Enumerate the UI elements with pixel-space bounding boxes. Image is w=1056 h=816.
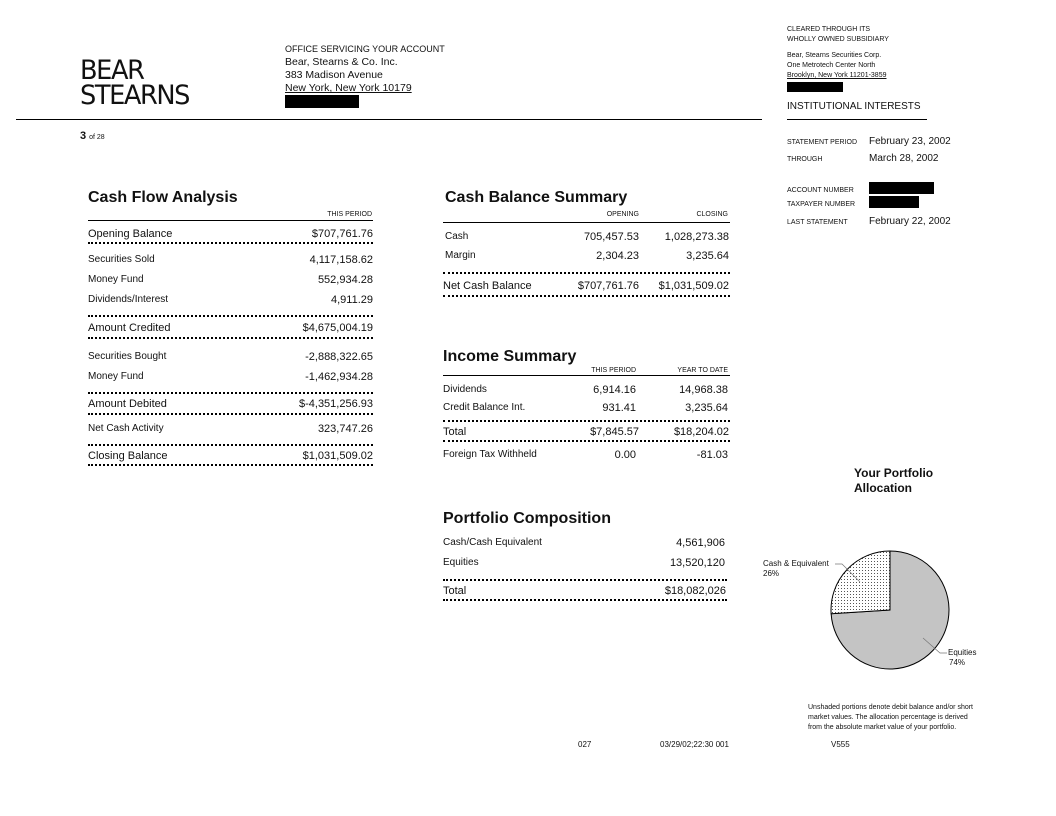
office-line-2: 383 Madison Avenue: [285, 69, 383, 81]
cash-flow-col-header: THIS PERIOD: [327, 211, 372, 218]
footer-code-3: V555: [831, 740, 850, 749]
amount-debited-label: Amount Debited: [88, 398, 167, 410]
dotted-rule: [443, 420, 730, 422]
amount-credited-value: $4,675,004.19: [302, 322, 373, 334]
page-number: [80, 130, 105, 142]
dotted-rule: [88, 464, 373, 466]
cash-equivalent-value: 4,561,906: [676, 537, 725, 549]
dotted-rule: [88, 242, 373, 244]
cash-flow-rule: [88, 220, 373, 221]
amount-debited-value: $-4,351,256.93: [298, 398, 373, 410]
allocation-title-line-1: Your Portfolio: [854, 466, 934, 480]
foreign-tax-period: 0.00: [614, 449, 636, 461]
cash-balance-title: Cash Balance Summary: [445, 189, 628, 206]
allocation-note: [808, 703, 985, 733]
account-number-redacted: [869, 182, 934, 194]
cash-legend-pct: 26%: [763, 569, 780, 578]
office-line-3: New York, New York 10179: [285, 82, 412, 94]
cash-equivalent-slice: [831, 551, 890, 614]
securities-bought-value: -2,888,322.65: [305, 351, 373, 363]
dotted-rule: [443, 272, 730, 274]
page-total: of 28: [89, 134, 105, 141]
income-col-period: THIS PERIOD: [591, 367, 636, 374]
dotted-rule: [88, 337, 373, 339]
allocation-title-line-2: Allocation: [854, 481, 913, 495]
foreign-tax-ytd: -81.03: [696, 449, 728, 461]
income-total-period: $7,845.57: [590, 426, 639, 438]
dividends-interest-label: Dividends/Interest: [88, 294, 169, 305]
dotted-rule: [443, 579, 727, 581]
through-label: THROUGH: [787, 156, 823, 163]
redacted-box: [285, 95, 359, 108]
net-cash-activity-label: Net Cash Activity: [88, 423, 164, 434]
logo-line-2: STEARNS: [80, 80, 190, 111]
credit-balance-int-ytd: 3,235.64: [685, 402, 728, 414]
equities-label: Equities: [443, 557, 479, 568]
dotted-rule: [88, 444, 373, 446]
opening-balance-label: Opening Balance: [88, 228, 173, 240]
statement-period-label: STATEMENT PERIOD: [787, 139, 858, 146]
net-cash-balance-label: Net Cash Balance: [443, 280, 532, 292]
income-col-ytd: YEAR TO DATE: [677, 367, 728, 374]
money-fund-in-value: 552,934.28: [317, 274, 373, 286]
office-line-1: Bear, Stearns & Co. Inc.: [285, 56, 398, 68]
account-number-label: ACCOUNT NUMBER: [787, 187, 854, 194]
dotted-rule: [443, 599, 727, 601]
margin-closing-value: 3,235.64: [686, 250, 729, 262]
last-statement-label: LAST STATEMENT: [787, 219, 848, 226]
margin-opening-value: 2,304.23: [596, 250, 639, 262]
cash-balance-rule: [443, 222, 730, 223]
cash-flow-title: Cash Flow Analysis: [88, 189, 238, 206]
cash-closing-value: 1,028,273.38: [664, 231, 729, 243]
closing-balance-value: $1,031,509.02: [302, 450, 373, 462]
dividends-period-value: 6,914.16: [593, 384, 636, 396]
net-cash-activity-value: 323,747.26: [317, 423, 373, 435]
cash-opening-value: 705,457.53: [583, 231, 639, 243]
cash-balance-col-closing: CLOSING: [696, 211, 728, 218]
header-rule: [16, 119, 762, 120]
foreign-tax-label: Foreign Tax Withheld: [443, 449, 537, 460]
income-summary-title: Income Summary: [443, 348, 577, 365]
credit-balance-int-label: Credit Balance Int.: [443, 402, 526, 413]
opening-balance-value: $707,761.76: [311, 228, 373, 240]
portfolio-total-label: Total: [443, 585, 467, 597]
allocation-title: [854, 466, 933, 496]
account-type-rule: [787, 119, 927, 120]
credit-balance-int-period: 931.41: [602, 402, 636, 414]
last-statement-value: February 22, 2002: [869, 216, 951, 227]
income-total-ytd: $18,204.02: [673, 426, 729, 438]
cash-legend-label: Cash & Equivalent: [763, 559, 829, 568]
cash-balance-col-opening: OPENING: [606, 211, 639, 218]
allocation-note-line-2: market values. The allocation percentage is derived: [808, 714, 968, 721]
clearing-block: [787, 25, 889, 92]
page-current: 3: [80, 130, 87, 142]
money-fund-out-label: Money Fund: [88, 371, 144, 382]
dotted-rule: [88, 413, 373, 415]
equities-legend-label: Equities: [948, 648, 977, 657]
redacted-box: [787, 82, 843, 92]
clearing-line-1: CLEARED THROUGH ITS: [787, 26, 871, 33]
income-total-label: Total: [443, 426, 467, 438]
money-fund-in-label: Money Fund: [88, 274, 144, 285]
allocation-note-line-1: Unshaded portions denote debit balance and/or short: [808, 704, 974, 711]
equities-legend-pct: 74%: [949, 658, 966, 667]
allocation-note-line-3: from the absolute market value of your portfolio.: [808, 724, 957, 731]
closing-balance-label: Closing Balance: [88, 450, 168, 462]
net-cash-balance-closing: $1,031,509.02: [658, 280, 729, 292]
taxpayer-number-label: TAXPAYER NUMBER: [787, 201, 856, 208]
portfolio-total-value: $18,082,026: [664, 585, 726, 597]
logo-line-1: BEAR: [80, 55, 144, 86]
clearing-line-5: Brooklyn, New York 11201-3859: [787, 72, 887, 79]
dotted-rule: [443, 440, 730, 442]
net-cash-balance-opening: $707,761.76: [577, 280, 639, 292]
bear-stearns-logo: [80, 55, 195, 111]
footer-code-1: 027: [578, 740, 592, 749]
dotted-rule: [88, 392, 373, 394]
margin-label: Margin: [445, 250, 476, 261]
dotted-rule: [88, 315, 373, 317]
clearing-line-4: One Metrotech Center North: [787, 62, 876, 69]
statement-period-value: February 23, 2002: [869, 136, 951, 147]
amount-credited-label: Amount Credited: [88, 322, 171, 334]
account-type: INSTITUTIONAL INTERESTS: [787, 101, 921, 112]
office-heading: OFFICE SERVICING YOUR ACCOUNT: [285, 44, 445, 54]
footer-code-2: 03/29/02;22:30 001: [660, 740, 729, 749]
securities-sold-label: Securities Sold: [88, 254, 155, 265]
dividends-ytd-value: 14,968.38: [679, 384, 728, 396]
cash-equivalent-label: Cash/Cash Equivalent: [443, 537, 542, 548]
portfolio-composition-title: Portfolio Composition: [443, 510, 611, 527]
dividends-interest-value: 4,911.29: [330, 294, 373, 306]
taxpayer-number-redacted: [869, 196, 919, 208]
through-value: March 28, 2002: [869, 153, 939, 164]
clearing-line-2: WHOLLY OWNED SUBSIDIARY: [787, 36, 889, 43]
money-fund-out-value: -1,462,934.28: [305, 371, 373, 383]
income-rule: [443, 375, 730, 376]
cash-label: Cash: [445, 231, 469, 242]
office-address-block: [285, 43, 445, 108]
clearing-line-3: Bear, Stearns Securities Corp.: [787, 52, 882, 59]
dotted-rule: [443, 295, 730, 297]
dividends-label: Dividends: [443, 384, 487, 395]
securities-bought-label: Securities Bought: [88, 351, 167, 362]
securities-sold-value: 4,117,158.62: [309, 254, 373, 266]
equities-value: 13,520,120: [669, 557, 725, 569]
